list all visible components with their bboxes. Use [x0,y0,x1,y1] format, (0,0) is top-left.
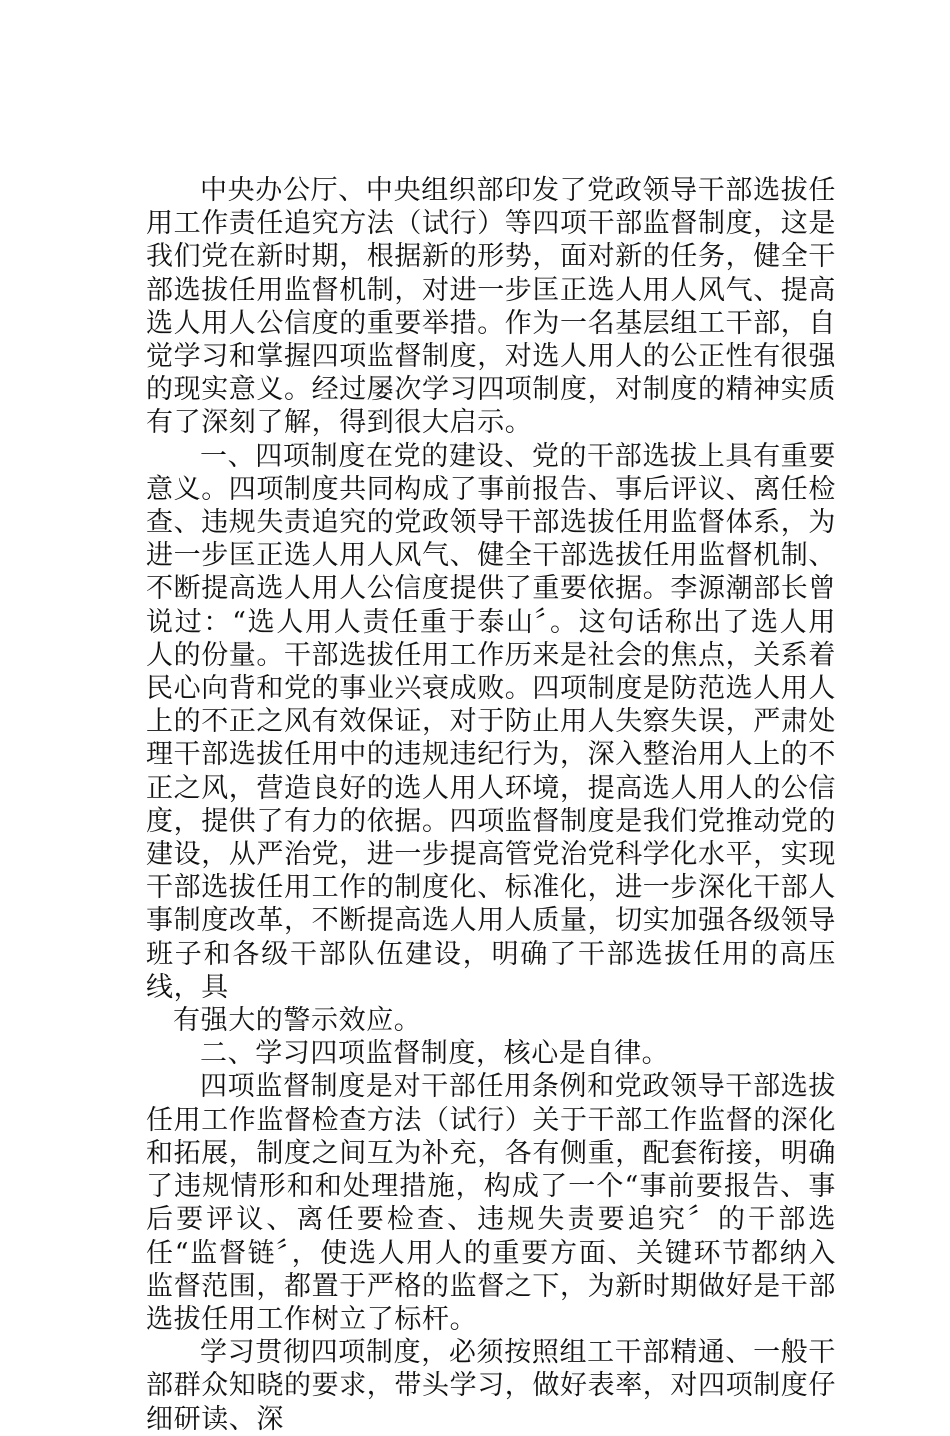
paragraph-section-one-continued: 有强大的警示效应。 [173,1005,422,1037]
paragraph-intro: 中央办公厅、中央组织部印发了党政领导干部选拔任用工作责任追究方法（试行）等四项干部监督制度，这是我们党在新时期，根据新的形势，面对新的任务，健全干部选拔任用监督机制，对进一步匡正选人用人风气、提高选人用人公信度的重要举措。作为一名基层组工干部，自觉学习和掌握四项监督制度，对选人用人的公正性有很强的现实意义。经过屡次学习四项制度，对制度的精神实质有了深刻了解，得到很大启示。 [146,175,836,439]
paragraph-section-two: 四项监督制度是对干部任用条例和党政领导干部选拔任用工作监督检查方法（试行）关于干部工作监督的深化和拓展，制度之间互为补充，各有侧重，配套衔接，明确了违规情形和和处理措施，构成了一个“事前要报告、事后要评议、离任要检查、违规失责要追究〞的干部选任“监督链〞，使选人用人的重要方面、关键环节都纳入监督范围，都置于严格的监督之下，为新时期做好是干部选拔任用工作树立了标杆。 [146,1071,836,1335]
paragraph-study: 学习贯彻四项制度，必须按照组工干部精通、一般干部群众知晓的要求，带头学习，做好表率，对四项制度仔细研读、深 [146,1337,836,1435]
heading-section-two: 二、学习四项监督制度，核心是自律。 [200,1038,670,1070]
paragraph-section-one: 一、四项制度在党的建设、党的干部选拔上具有重要意义。四项制度共同构成了事前报告、事后评议、离任检查、违规失责追究的党政领导干部选拔任用监督体系，为进一步匡正选人用人风气、健全干部选拔任用监督机制、不断提高选人用人公信度提供了重要依据。李源潮部长曾说过：“选人用人责任重于泰山〞。这句话称出了选人用人的份量。干部选拔任用工作历来是社会的焦点，关系着民心向背和党的事业兴衰成败。四项制度是防范选人用人上的不正之风有效保证，对于防止用人失察失误，严肃处理干部选拔任用中的违规违纪行为，深入整治用人上的不正之风，营造良好的选人用人环境，提高选人用人的公信度，提供了有力的依据。四项监督制度是我们党推动党的建设，从严治党，进一步提高管党治党科学化水平，实现干部选拔任用工作的制度化、标准化，进一步深化干部人事制度改革，不断提高选人用人质量，切实加强各级领导班子和各级干部队伍建设，明确了干部选拔任用的高压线，具 [146,440,836,1003]
document-body [146,174,836,1436]
